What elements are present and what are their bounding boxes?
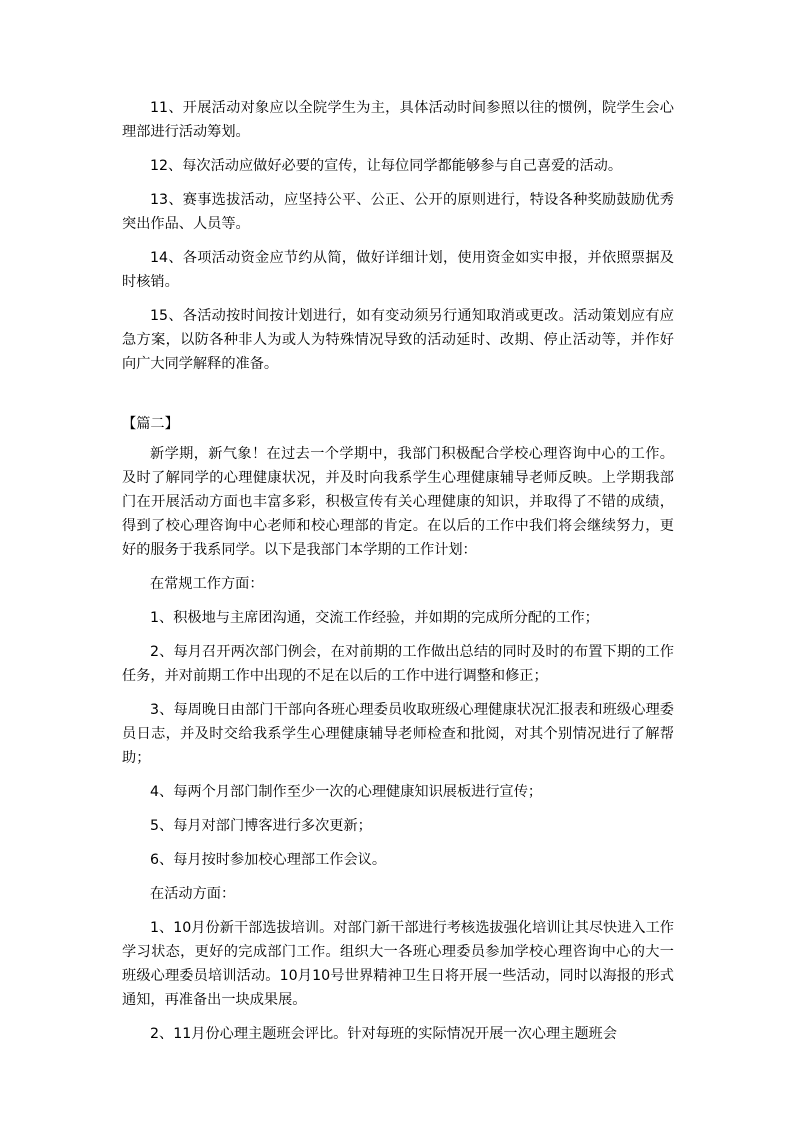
rule-item-12: 12、每次活动应做好必要的宣传，让每位同学都能够参与自己喜爱的活动。 — [150, 158, 623, 174]
document-page — [122, 96, 674, 1046]
routine-item-5: 5、每月对部门博客进行多次更新； — [150, 818, 372, 834]
activity-item-2: 2、11月份心理主题班会评比。针对每班的实际情况开展一次心理主题班会 — [150, 1026, 617, 1042]
routine-item-2: 2、每月召开两次部门例会，在对前期的工作做出总结的同时及时的布置下期的工作任务，并对前期工作中出现的不足在以后的工作中进行调整和修正； — [122, 644, 674, 684]
rule-item-13: 13、赛事选拔活动，应坚持公平、公正、公开的原则进行，特设各种奖励鼓励优秀突出作品、人员等。 — [122, 192, 674, 232]
section-title: 【篇二】 — [122, 416, 179, 432]
routine-item-1: 1、积极地与主席团沟通，交流工作经验，并如期的完成所分配的工作； — [150, 610, 599, 626]
routine-item-3: 3、每周晚日由部门干部向各班心理委员收取班级心理健康状况汇报表和班级心理委员日志，并及时交给我系学生心理健康辅导老师检查和批阅，对其个别情况进行了解帮助； — [122, 702, 674, 766]
routine-heading: 在常规工作方面： — [150, 576, 264, 592]
activity-heading: 在活动方面： — [150, 886, 236, 902]
rule-item-15: 15、各活动按时间按计划进行，如有变动须另行通知取消或更改。活动策划应有应急方案，以防各种非人为或人为特殊情况导致的活动延时、改期、停止活动等，并作好向广大同学解释的准备。 — [122, 308, 674, 372]
rule-item-11: 11、开展活动对象应以全院学生为主，具体活动时间参照以往的惯例，院学生会心理部进行活动筹划。 — [122, 100, 674, 140]
routine-item-6: 6、每月按时参加校心理部工作会议。 — [150, 852, 387, 868]
routine-item-4: 4、每两个月部门制作至少一次的心理健康知识展板进行宣传； — [150, 784, 543, 800]
activity-item-1: 1、10月份新干部选拔培训。对部门新干部进行考核选拔强化培训让其尽快进入工作学习状态，更好的完成部门工作。组织大一各班心理委员参加学校心理咨询中心的大一班级心理委员培训活动。10月10号世界精神卫生日将开展一些活动，同时以海报的形式通知，再准备出一块成果展。 — [122, 920, 674, 1008]
rule-item-14: 14、各项活动资金应节约从简，做好详细计划，使用资金如实申报，并依照票据及时核销。 — [122, 250, 674, 290]
intro-paragraph: 新学期，新气象！在过去一个学期中，我部门积极配合学校心理咨询中心的工作。及时了解同学的心理健康状况，并及时向我系学生心理健康辅导老师反映。上学期我部门在开展活动方面也丰富多彩，积极宣传有关心理健康的知识，并取得了不错的成绩，得到了校心理咨询中心老师和校心理部的肯定。在以后的工作中我们将会继续努力，更好的服务于我系同学。以下是我部门本学期的工作计划： — [122, 446, 674, 558]
